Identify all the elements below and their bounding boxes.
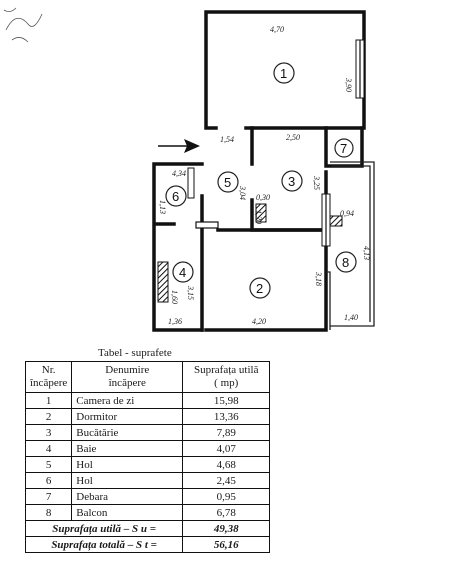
room-number: 3: [288, 174, 296, 189]
table-row: 6 Hol 2,45: [26, 473, 270, 489]
room-number: 6: [172, 189, 180, 204]
dimension-label: 1,40: [344, 313, 358, 322]
dimension-label: 0,30: [256, 193, 270, 202]
room-number: 5: [224, 175, 232, 190]
dimension-label: 1,36: [168, 317, 182, 326]
room-number: 4: [179, 265, 187, 280]
dimension-label: 4,70: [270, 25, 284, 34]
table-header-row: [26, 362, 270, 393]
table-title: Tabel - suprafete: [98, 347, 172, 359]
table-row: 5 Hol 4,68: [26, 457, 270, 473]
dimension-label: 1,60: [170, 290, 179, 304]
table-row: 1 Camera de zi 15,98: [26, 393, 270, 409]
shaft-room-4: [158, 262, 168, 302]
dimension-label: 3,90: [344, 78, 353, 92]
table-row: 4 Baie 4,07: [26, 441, 270, 457]
dimension-label: 4,13: [362, 246, 371, 260]
dimension-label: 1,54: [220, 135, 234, 144]
door-room-6: [188, 168, 194, 198]
header-name: Denumire încăpere: [72, 362, 183, 393]
room-number: 8: [342, 255, 350, 270]
header-area: Suprafața utilă ( mp): [183, 362, 270, 393]
dimension-label: 0,94: [340, 209, 354, 218]
dimension-label: 3,04: [238, 186, 247, 200]
dimension-label: 3,15: [186, 286, 195, 300]
dimension-label: 3,25: [312, 176, 321, 190]
dimension-label: 1,20: [254, 210, 263, 224]
table-row: 8 Balcon 6,78: [26, 505, 270, 521]
dimension-label: 1,13: [158, 200, 167, 214]
room-number: 1: [280, 66, 288, 81]
dimension-label: 4,34: [172, 169, 186, 178]
total-row-total: Suprafața totală – S t = 56,16: [26, 537, 270, 553]
dimension-label: 3,18: [314, 272, 323, 286]
dimension-label: 2,50: [286, 133, 300, 142]
room-number: 2: [256, 281, 264, 296]
table-row: 3 Bucătărie 7,89: [26, 425, 270, 441]
table-row: 7 Debara 0,95: [26, 489, 270, 505]
room-number: 7: [340, 141, 348, 156]
areas-table: [25, 361, 270, 553]
header-nr: Nr. încăpere: [26, 362, 72, 393]
table-row: 2 Dormitor 13,36: [26, 409, 270, 425]
wall-room-8: [330, 162, 374, 326]
total-row-useful: Suprafața utilă – S u = 49,38: [26, 521, 270, 537]
dimension-label: 4,20: [252, 317, 266, 326]
entry-arrow-icon: [158, 139, 200, 153]
door-room-4: [196, 222, 218, 228]
